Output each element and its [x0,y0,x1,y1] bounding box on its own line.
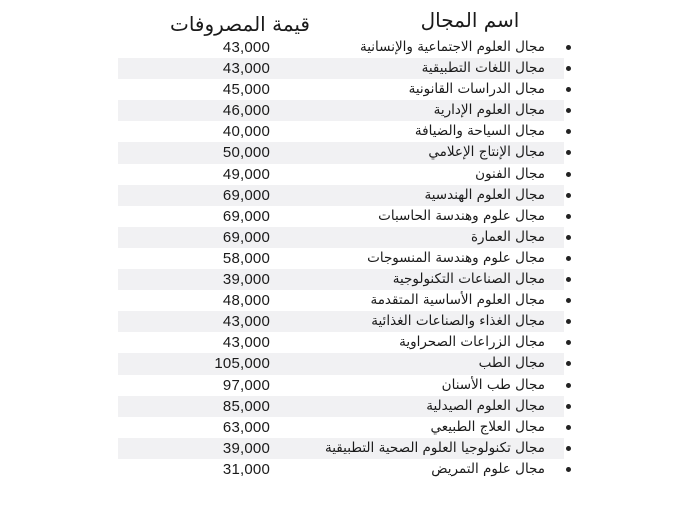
table-row [0,37,700,58]
row-field-name: مجال اللغات التطبيقية [421,60,545,77]
table-row [0,58,700,79]
row-amount: 69,000 [222,186,270,204]
table-row [0,396,700,417]
row-amount: 43,000 [222,334,270,352]
table-row [0,417,700,438]
bullet-icon [566,193,571,198]
row-amount: 39,000 [222,271,270,289]
bullet-icon [566,66,571,71]
row-field-name: مجال العلوم الهندسية [424,186,545,203]
table-row [0,353,700,374]
row-field-name: مجال العلوم الصيدلية [426,397,545,414]
row-field-name: مجال العلوم الأساسية المتقدمة [370,292,545,309]
table-row [0,311,700,332]
bullet-icon [566,87,571,92]
row-field-name: مجال العلوم الإدارية [433,102,545,119]
bullet-icon [566,404,571,409]
row-amount: 45,000 [222,81,270,99]
table-row [0,332,700,353]
table-row [0,79,700,100]
row-field-name: مجال الصناعات التكنولوجية [392,271,545,288]
row-amount: 43,000 [222,60,270,78]
bullet-icon [566,150,571,155]
column-header-amount: قيمة المصروفات [170,12,310,36]
row-field-name: مجال الطب [478,355,545,372]
row-amount: 48,000 [222,292,270,310]
table-row [0,142,700,163]
bullet-icon [566,129,571,134]
row-field-name: مجال الغذاء والصناعات الغذائية [371,313,545,330]
row-amount: 39,000 [222,439,270,457]
bullet-icon [566,425,571,430]
table-row [0,290,700,311]
row-amount: 105,000 [214,355,270,373]
row-amount: 69,000 [222,228,270,246]
row-amount: 85,000 [222,397,270,415]
table-row [0,248,700,269]
row-field-name: مجال العلوم الاجتماعية والإنسانية [359,39,545,55]
row-field-name: مجال طب الأسنان [441,376,545,393]
bullet-icon [566,172,571,177]
bullet-icon [566,446,571,451]
table-row [0,206,700,227]
row-field-name: مجال الزراعات الصحراوية [399,334,545,351]
row-field-name: مجال علوم وهندسة الحاسبات [378,207,545,224]
table-row [0,121,700,142]
row-amount: 43,000 [222,313,270,331]
row-amount: 58,000 [222,249,270,267]
row-field-name: مجال تكنولوجيا العلوم الصحية التطبيقية [325,439,545,456]
row-field-name: مجال علوم التمريض [431,460,545,477]
bullet-icon [566,467,571,472]
row-field-name: مجال علوم وهندسة المنسوجات [367,249,545,266]
bullet-icon [566,277,571,282]
row-amount: 63,000 [222,418,270,436]
bullet-icon [566,361,571,366]
table-row [0,227,700,248]
row-amount: 43,000 [222,39,270,56]
row-amount: 49,000 [222,165,270,183]
table-row [0,269,700,290]
bullet-icon [566,108,571,113]
row-field-name: مجال العلاج الطبيعي [430,418,545,435]
row-amount: 97,000 [222,376,270,394]
row-amount: 40,000 [222,123,270,141]
bullet-icon [566,235,571,240]
table-row [0,100,700,121]
bullet-icon [566,256,571,261]
row-field-name: مجال السياحة والضيافة [414,123,545,140]
column-header-name: اسم المجال [420,8,520,32]
table-row [0,185,700,206]
row-amount: 46,000 [222,102,270,120]
table-row [0,438,700,459]
bullet-icon [566,383,571,388]
bullet-icon [566,340,571,345]
row-field-name: مجال الدراسات القانونية [408,81,545,98]
row-amount: 50,000 [222,144,270,162]
row-amount: 69,000 [222,207,270,225]
row-field-name: مجال العمارة [470,228,545,245]
bullet-icon [566,214,571,219]
table-header [0,6,700,40]
table-row [0,459,700,480]
table-row [0,164,700,185]
bullet-icon [566,45,571,50]
row-field-name: مجال الفنون [475,165,545,182]
row-field-name: مجال الإنتاج الإعلامي [428,144,545,161]
table-row [0,375,700,396]
expenses-table [0,37,700,480]
row-amount: 31,000 [222,460,270,478]
bullet-icon [566,298,571,303]
bullet-icon [566,319,571,324]
